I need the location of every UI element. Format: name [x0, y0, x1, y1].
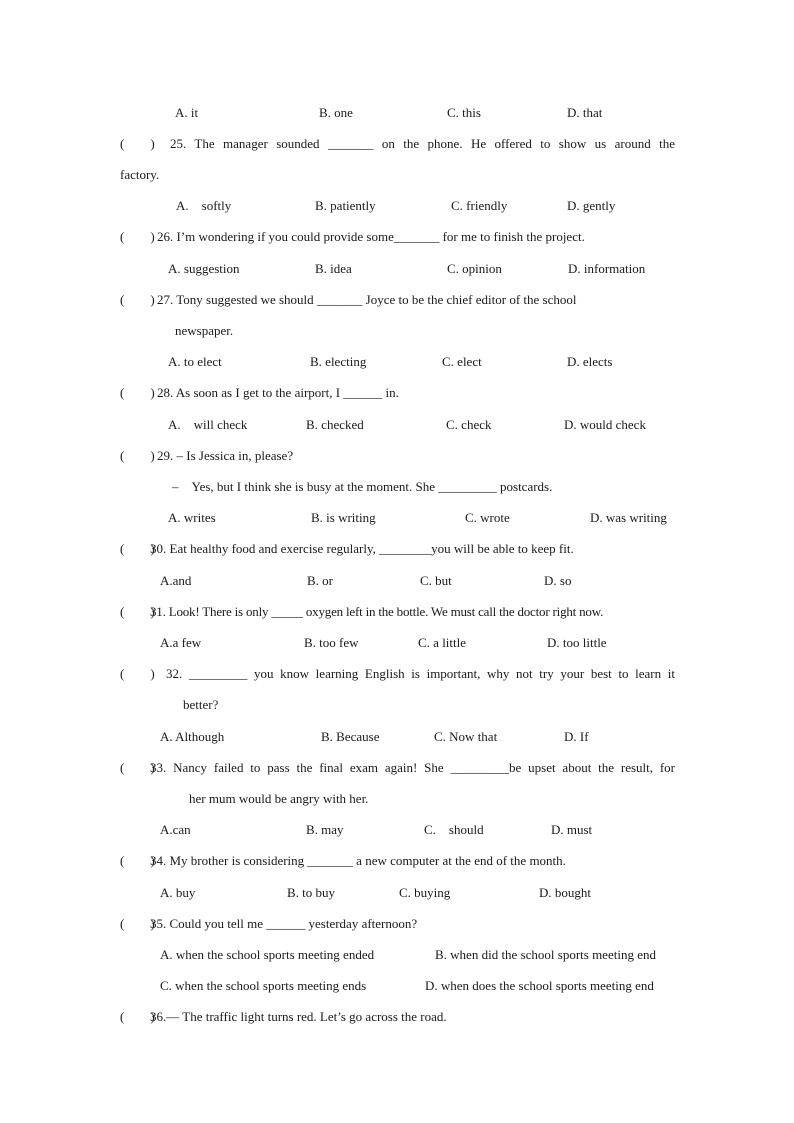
q35-option-a: A. when the school sports meeting ended [160, 947, 375, 962]
q34-option-c: C. buying [399, 885, 451, 900]
question-text: 35. Could you tell me ______ yesterday afternoon? [150, 916, 418, 931]
question-25 [120, 136, 675, 152]
question-text: 29. – Is Jessica in, please? [157, 448, 294, 463]
q29-option-b: B. is writing [311, 510, 376, 525]
question-27-continuation: newspaper. [175, 323, 234, 338]
answer-blank[interactable]: ( ) [120, 853, 155, 868]
answer-blank[interactable]: ( ) [120, 666, 155, 681]
question-33 [120, 760, 675, 776]
question-32 [120, 666, 675, 682]
q24-option-a: A. it [175, 105, 199, 120]
answer-blank[interactable]: ( ) [120, 916, 155, 931]
q24-option-d: D. that [567, 105, 603, 120]
question-text: 26. I’m wondering if you could provide some_______ for me to finish the project. [157, 229, 585, 244]
q30-option-d: D. so [544, 573, 572, 588]
question-text: 28. As soon as I get to the airport, I ______ in. [157, 385, 399, 400]
question-29 [120, 448, 675, 464]
answer-blank[interactable]: ( ) [120, 136, 155, 151]
q29-option-d: D. was writing [590, 510, 667, 525]
q31-option-c: C. a little [418, 635, 467, 650]
q29-option-a: A. writes [168, 510, 216, 525]
q26-option-c: C. opinion [447, 261, 502, 276]
q34-option-a: A. buy [160, 885, 196, 900]
answer-blank[interactable]: ( ) [120, 1009, 155, 1024]
q31-option-a: A.a few [160, 635, 202, 650]
question-text: 34. My brother is considering _______ a new computer at the end of the month. [150, 853, 566, 868]
q32-option-b: B. Because [321, 729, 380, 744]
q35-option-c: C. when the school sports meeting ends [160, 978, 367, 993]
q26-option-b: B. idea [315, 261, 352, 276]
question-36 [120, 1009, 675, 1025]
q35-option-b: B. when did the school sports meeting end [435, 947, 656, 962]
q25-option-c: C. friendly [451, 198, 508, 213]
q32-option-d: D. If [564, 729, 589, 744]
q28-option-b: B. checked [306, 417, 364, 432]
q25-option-b: B. patiently [315, 198, 376, 213]
q32-option-a: A. Although [160, 729, 225, 744]
q27-option-d: D. elects [567, 354, 613, 369]
q31-option-d: D. too little [547, 635, 607, 650]
q33-option-a: A.can [160, 822, 191, 837]
q30-option-b: B. or [307, 573, 333, 588]
q34-option-d: D. bought [539, 885, 591, 900]
q32-option-c: C. Now that [434, 729, 498, 744]
q25-option-a: A. softly [176, 198, 232, 213]
q27-option-b: B. electing [310, 354, 367, 369]
question-text: 33. Nancy failed to pass the final exam again! She _________be upset about the result, for [150, 760, 675, 775]
q35-option-d: D. when does the school sports meeting end [425, 978, 654, 993]
answer-blank[interactable]: ( ) [120, 448, 155, 463]
answer-blank[interactable]: ( ) [120, 229, 155, 244]
answer-blank[interactable]: ( ) [120, 760, 155, 775]
q31-option-b: B. too few [304, 635, 359, 650]
question-26 [120, 229, 675, 245]
q25-option-d: D. gently [567, 198, 616, 213]
q34-option-b: B. to buy [287, 885, 336, 900]
q28-option-c: C. check [446, 417, 492, 432]
question-30 [120, 541, 675, 557]
answer-blank[interactable]: ( ) [120, 292, 155, 307]
question-29-reply: – Yes, but I think she is busy at the moment. She _________ postcards. [172, 479, 553, 494]
question-25-continuation: factory. [120, 167, 160, 182]
answer-blank[interactable]: ( ) [120, 604, 155, 619]
q28-option-d: D. would check [564, 417, 646, 432]
q29-option-c: C. wrote [465, 510, 510, 525]
question-33-continuation: her mum would be angry with her. [189, 791, 369, 806]
question-32-continuation: better? [183, 697, 219, 712]
q24-option-b: B. one [319, 105, 353, 120]
question-31 [120, 604, 680, 620]
q27-option-a: A. to elect [168, 354, 222, 369]
question-text: 32. _________ you know learning English is important, why not try your best to learn it [166, 666, 675, 681]
question-text: 31. Look! There is only _____ oxygen left in the bottle. We must call the doctor right now. [150, 604, 604, 619]
question-text: 27. Tony suggested we should _______ Joyce to be the chief editor of the school [157, 292, 577, 307]
q26-option-d: D. information [568, 261, 646, 276]
question-35 [120, 916, 675, 932]
question-text: 30. Eat healthy food and exercise regularly, ________you will be able to keep fit. [150, 541, 574, 556]
q30-option-c: C. but [420, 573, 452, 588]
question-text: 25. The manager sounded _______ on the phone. He offered to show us around the [170, 136, 675, 151]
q24-option-c: C. this [447, 105, 481, 120]
q33-option-b: B. may [306, 822, 344, 837]
q26-option-a: A. suggestion [168, 261, 240, 276]
q33-option-d: D. must [551, 822, 593, 837]
question-34 [120, 853, 675, 869]
question-28 [120, 385, 675, 401]
answer-blank[interactable]: ( ) [120, 385, 155, 400]
q30-option-a: A.and [160, 573, 192, 588]
answer-blank[interactable]: ( ) [120, 541, 155, 556]
q28-option-a: A. will check [168, 417, 248, 432]
q27-option-c: C. elect [442, 354, 482, 369]
question-text: 36.— The traffic light turns red. Let’s go across the road. [150, 1009, 447, 1024]
q33-option-c: C. should [424, 822, 484, 837]
question-27 [120, 292, 675, 308]
